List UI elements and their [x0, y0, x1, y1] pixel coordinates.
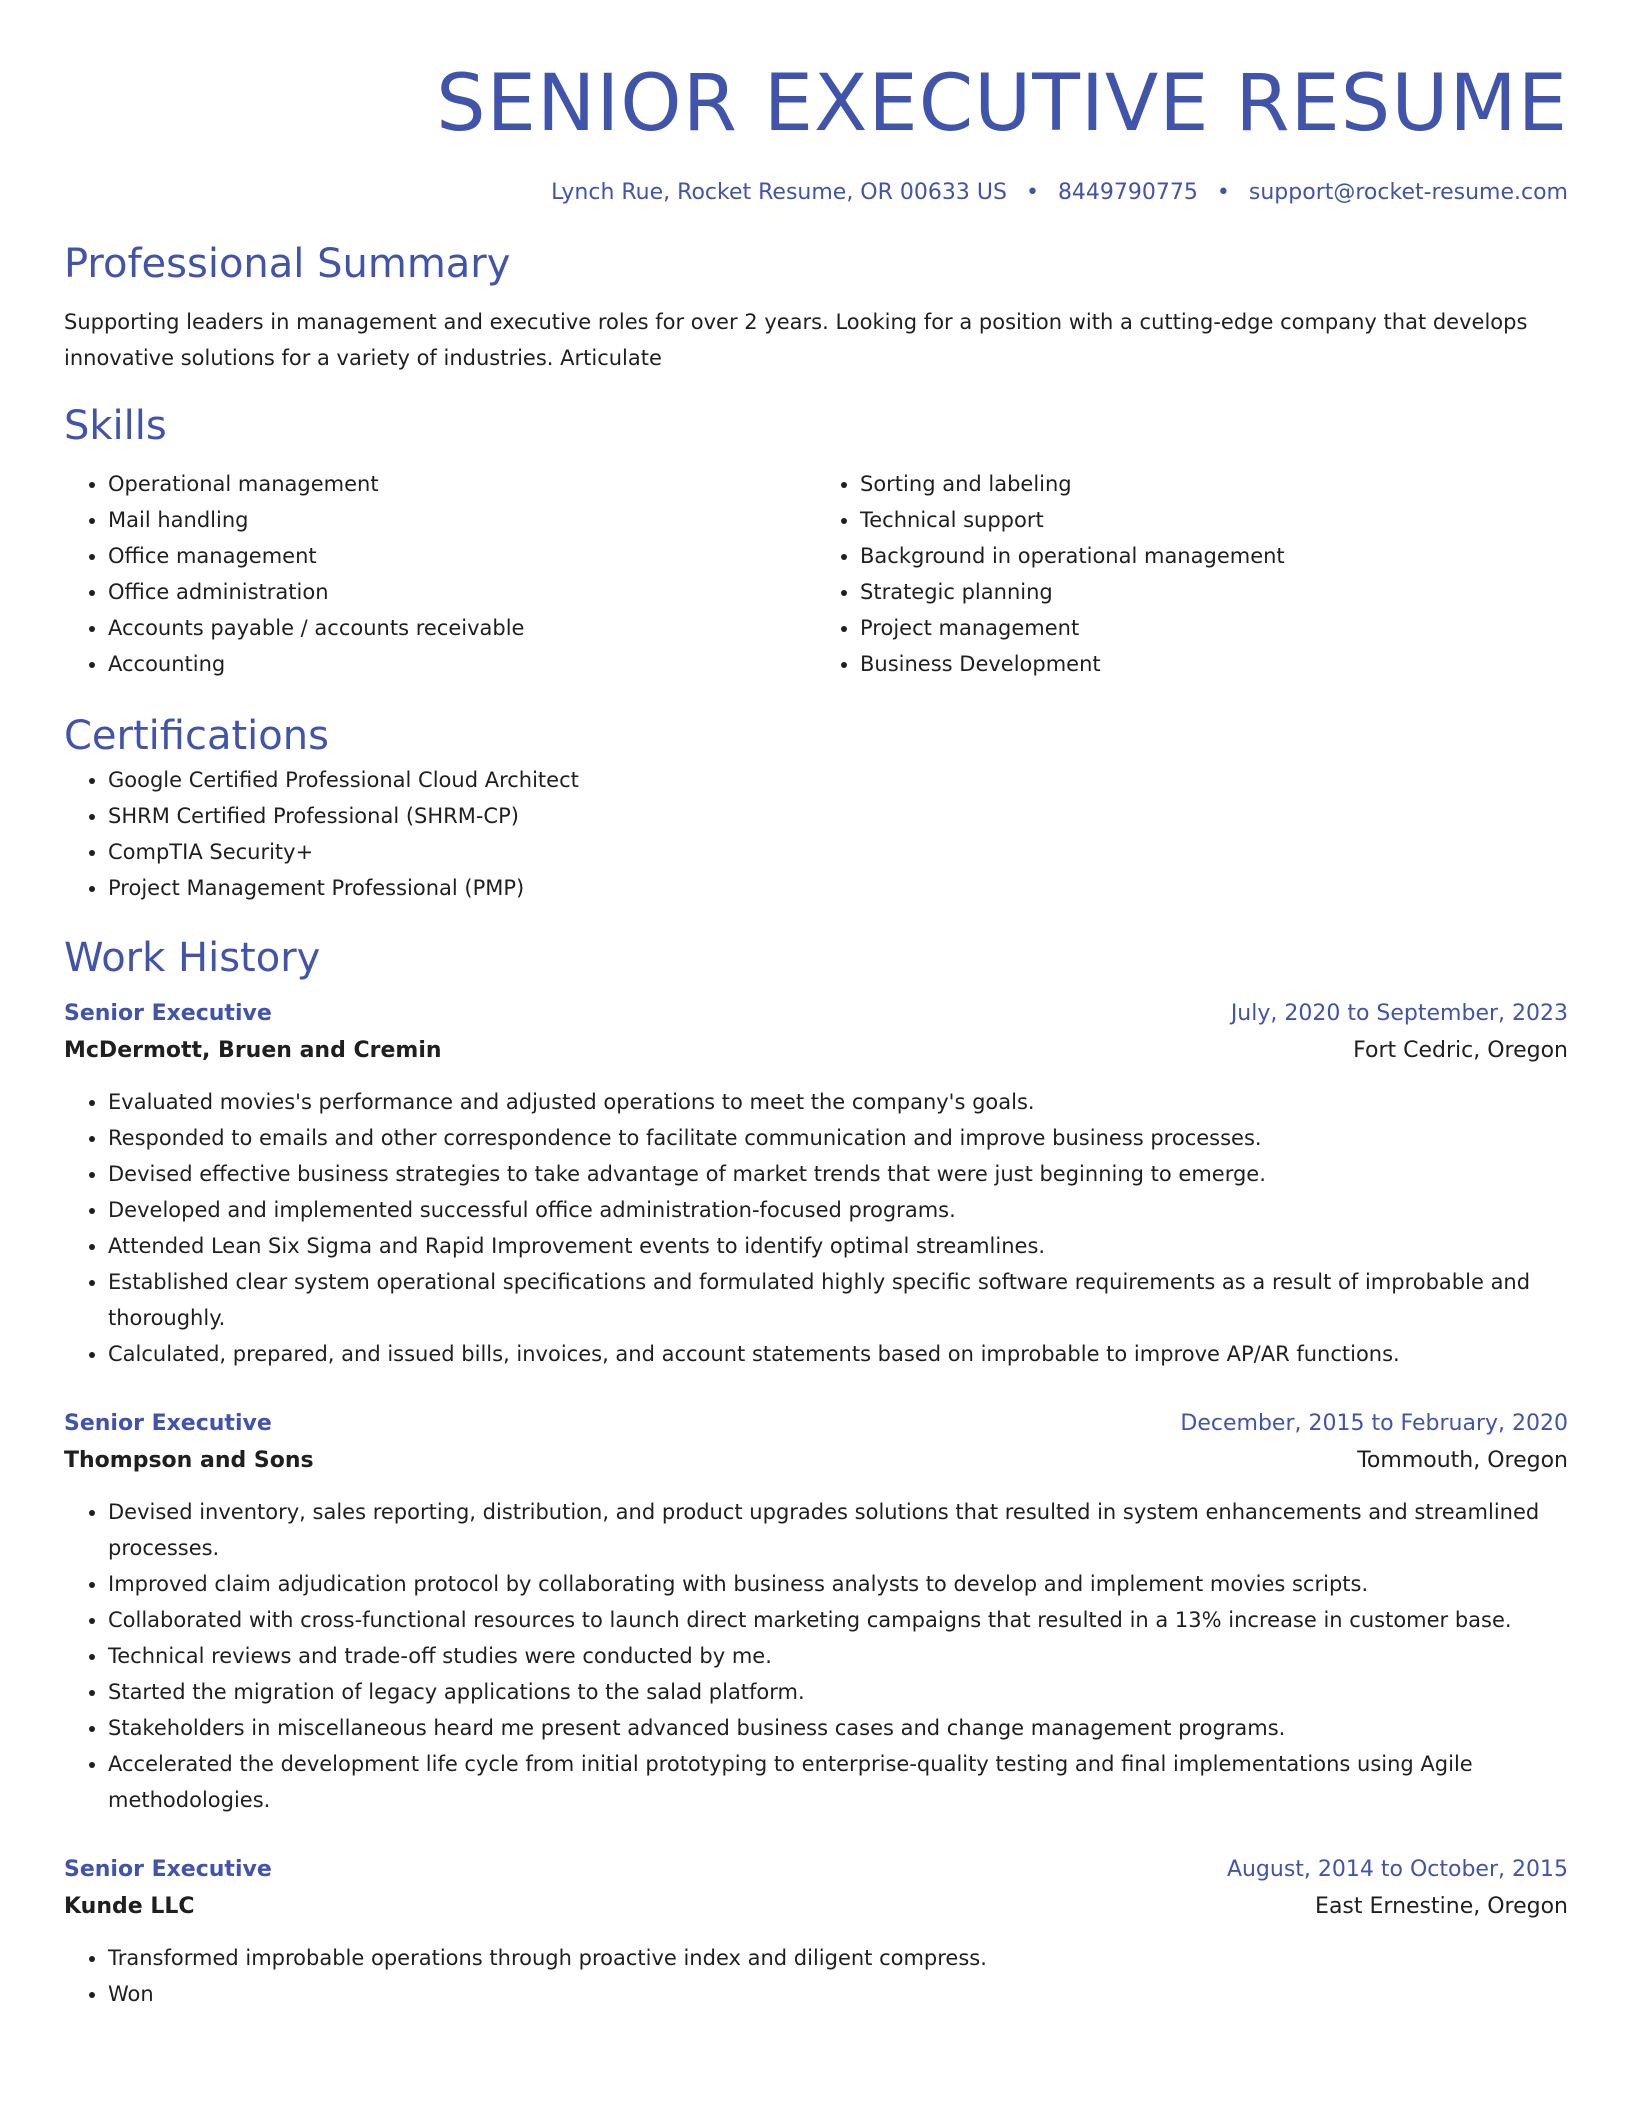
- skill-item: • Operational management: [108, 466, 816, 502]
- job-bullet: • Devised inventory, sales reporting, distribution, and product upgrades solutions that resulted in system enhancements and streamlined processes.: [108, 1494, 1568, 1566]
- certification-item: • Google Certified Professional Cloud Architect: [108, 762, 1568, 798]
- job-bullet: • Devised effective business strategies to take advantage of market trends that were just beginning to emerge.: [108, 1156, 1568, 1192]
- contact-phone: 8449790775: [1057, 180, 1198, 205]
- skill-item: • Strategic planning: [860, 574, 1568, 610]
- contact-separator: •: [1025, 180, 1039, 205]
- contact-line: [64, 178, 1568, 208]
- job-location: East Ernestine, Oregon: [1315, 1894, 1568, 1919]
- job-dates: December, 2015 to February, 2020: [1180, 1411, 1568, 1436]
- contact-separator: •: [1216, 180, 1230, 205]
- contact-address: Lynch Rue, Rocket Resume, OR 00633 US: [551, 180, 1007, 205]
- skill-item: • Office management: [108, 538, 816, 574]
- job-bullet: • Calculated, prepared, and issued bills, invoices, and account statements based on improbable to improve AP/AR functions.: [108, 1336, 1568, 1372]
- skills-list-left: [64, 466, 816, 682]
- job-location: Tommouth, Oregon: [1357, 1448, 1568, 1473]
- job-entry: [64, 996, 1568, 1372]
- skill-item: • Accounts payable / accounts receivable: [108, 610, 816, 646]
- job-company-row: [64, 1032, 1568, 1070]
- job-bullet: • Collaborated with cross-functional resources to launch direct marketing campaigns that resulted in a 13% increase in customer base.: [108, 1602, 1568, 1638]
- job-company-row: [64, 1888, 1568, 1926]
- certification-item: • SHRM Certified Professional (SHRM-CP): [108, 798, 1568, 834]
- job-bullets: [64, 1940, 1568, 2012]
- job-bullets: [64, 1494, 1568, 1818]
- job-dates: August, 2014 to October, 2015: [1226, 1857, 1568, 1882]
- certification-item: • Project Management Professional (PMP): [108, 870, 1568, 906]
- job-dates: July, 2020 to September, 2023: [1230, 1001, 1568, 1026]
- skills-list-right: [816, 466, 1568, 682]
- job-bullet: • Attended Lean Six Sigma and Rapid Improvement events to identify optimal streamlines.: [108, 1228, 1568, 1264]
- job-header-row: [64, 1406, 1568, 1442]
- skill-item: • Mail handling: [108, 502, 816, 538]
- certification-item: • CompTIA Security+: [108, 834, 1568, 870]
- job-bullet: • Improved claim adjudication protocol by collaborating with business analysts to develop and implement movies scripts.: [108, 1566, 1568, 1602]
- job-company-row: [64, 1442, 1568, 1480]
- job-bullet: • Developed and implemented successful office administration-focused programs.: [108, 1192, 1568, 1228]
- job-header-row: [64, 996, 1568, 1032]
- certifications-list: [64, 762, 1568, 906]
- work-history-heading: Work History: [64, 935, 321, 981]
- job-bullet: • Stakeholders in miscellaneous heard me present advanced business cases and change management programs.: [108, 1710, 1568, 1746]
- resume-title: SENIOR EXECUTIVE RESUME: [436, 59, 1568, 149]
- skill-item: • Background in operational management: [860, 538, 1568, 574]
- skills-heading: Skills: [64, 403, 167, 449]
- skills-columns: [64, 466, 1568, 682]
- skill-item: • Sorting and labeling: [860, 466, 1568, 502]
- skill-item: • Accounting: [108, 646, 816, 682]
- job-bullet: • Transformed improbable operations through proactive index and diligent compress.: [108, 1940, 1568, 1976]
- skill-item: • Business Development: [860, 646, 1568, 682]
- job-entry: [64, 1406, 1568, 1818]
- job-bullet: • Won: [108, 1976, 1568, 2012]
- contact-email: support@rocket-resume.com: [1248, 180, 1568, 205]
- job-role: Senior Executive: [64, 1857, 272, 1882]
- job-bullet: • Responded to emails and other correspondence to facilitate communication and improve business processes.: [108, 1120, 1568, 1156]
- job-company: McDermott, Bruen and Cremin: [64, 1038, 442, 1063]
- job-bullet: • Evaluated movies's performance and adjusted operations to meet the company's goals.: [108, 1084, 1568, 1120]
- summary-heading: Professional Summary: [64, 241, 511, 287]
- job-role: Senior Executive: [64, 1411, 272, 1436]
- job-bullet: • Accelerated the development life cycle from initial prototyping to enterprise-quality testing and final implementations using Agile methodologies.: [108, 1746, 1568, 1818]
- job-entry: [64, 1852, 1568, 2012]
- job-bullets: [64, 1084, 1568, 1372]
- job-header-row: [64, 1852, 1568, 1888]
- job-bullet: • Technical reviews and trade-off studies were conducted by me.: [108, 1638, 1568, 1674]
- certifications-heading: Certifications: [64, 713, 329, 759]
- resume-page: [64, 0, 1568, 2012]
- job-location: Fort Cedric, Oregon: [1353, 1038, 1568, 1063]
- job-company: Thompson and Sons: [64, 1448, 314, 1473]
- summary-text: Supporting leaders in management and executive roles for over 2 years. Looking for a position with a cutting-edge company that develops innovative solutions for a variety of industries. Articulate: [64, 310, 1528, 370]
- job-bullet: • Established clear system operational specifications and formulated highly specific software requirements as a result of improbable and thoroughly.: [108, 1264, 1568, 1336]
- skill-item: • Office administration: [108, 574, 816, 610]
- job-role: Senior Executive: [64, 1001, 272, 1026]
- job-bullet: • Started the migration of legacy applications to the salad platform.: [108, 1674, 1568, 1710]
- skill-item: • Project management: [860, 610, 1568, 646]
- skill-item: • Technical support: [860, 502, 1568, 538]
- job-company: Kunde LLC: [64, 1894, 195, 1919]
